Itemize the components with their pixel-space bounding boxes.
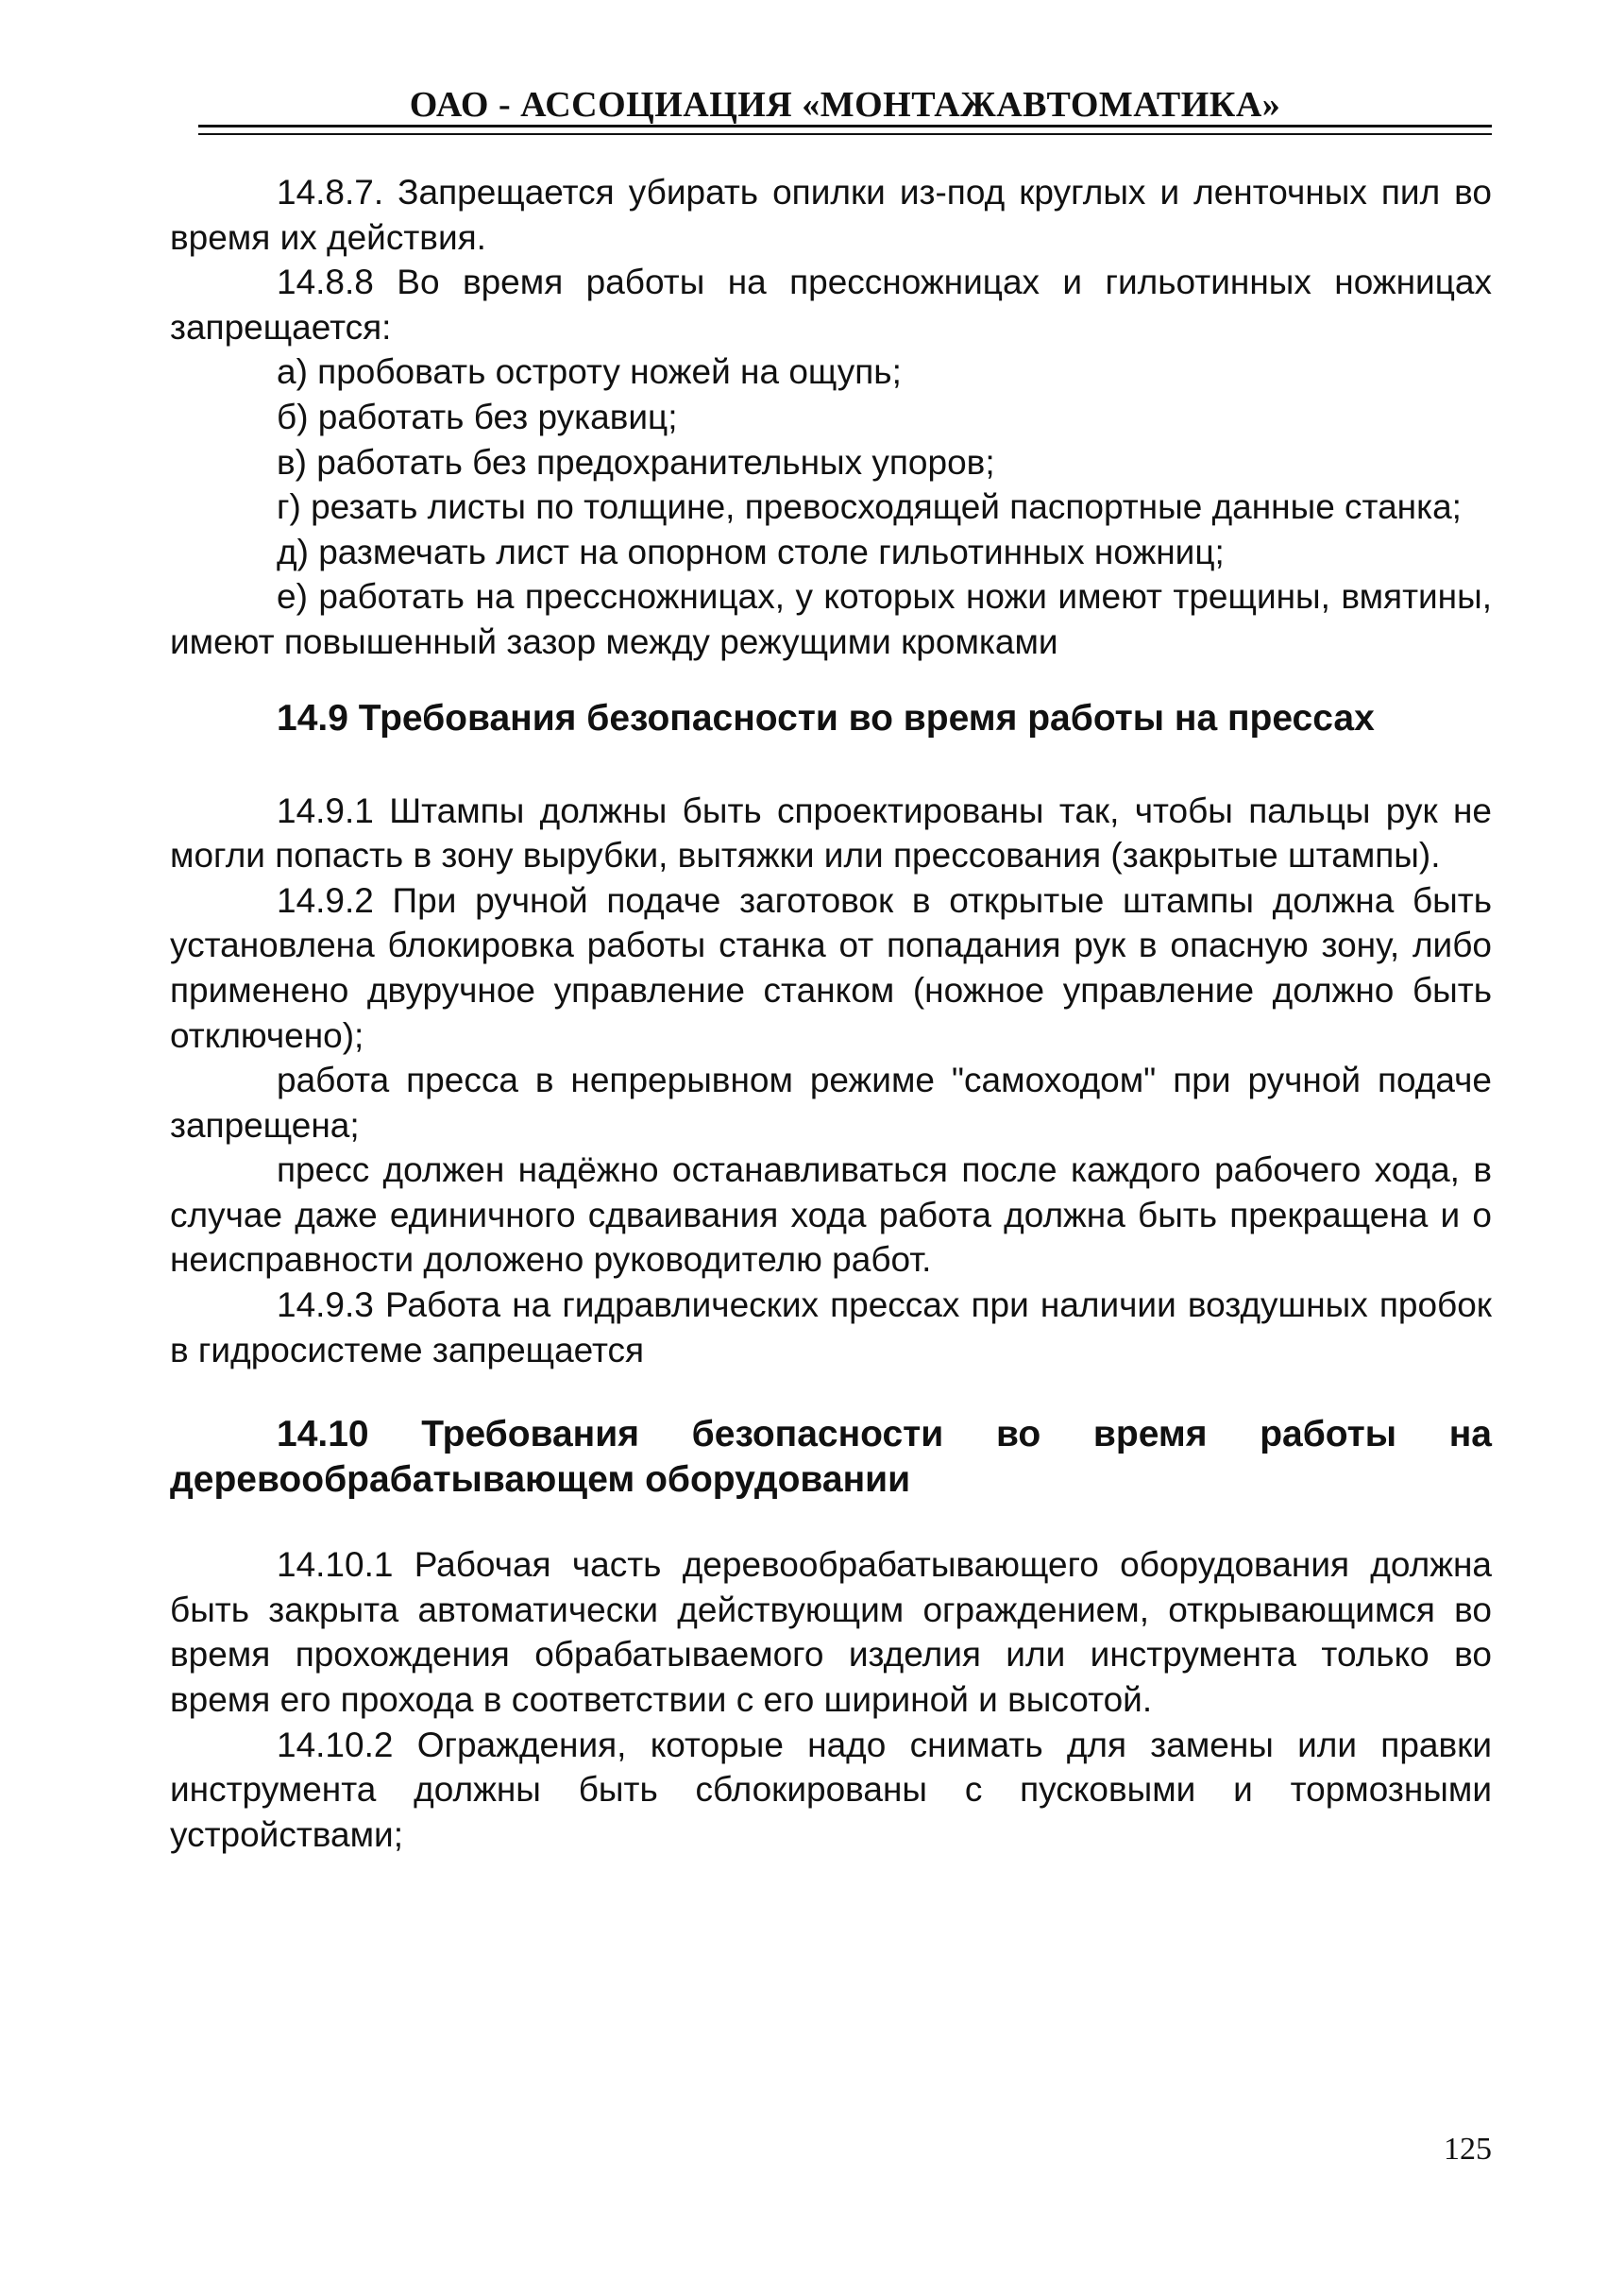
page-number: 125 [1444,2132,1492,2167]
paragraph-14-9-1: 14.9.1 Штампы должны быть спроектированы так, чтобы пальцы рук не могли попасть в зону вырубки, вытяжки или прессования (закрытые штампы). [170,791,1492,876]
list-item-v: в) работать без предохранительных упоров; [277,442,995,482]
header-rule-thick [198,125,1492,128]
paragraph-14-8-8: 14.8.8 Во время работы на прессножницах и гильотинных ножницах запрещается: [170,263,1492,347]
section-heading-14-9: 14.9 Требования безопасности во время работы на прессах [277,697,1375,739]
paragraph-14-10-1: 14.10.1 Рабочая часть деревообрабатывающего оборудования должна быть закрыта автоматически действующим ограждением, открывающимся во время прохождения обрабатываемого изделия или инструмента только во время его прохода в соответствии с его шириной и высотой. [170,1545,1492,1720]
paragraph-press-stop: пресс должен надёжно останавливаться после каждого рабочего хода, в случае даже единичного сдваивания хода работа должна быть прекращена и о неисправности доложено руководителю работ. [170,1150,1492,1280]
paragraph-14-8-7: 14.8.7. Запрещается убирать опилки из-под круглых и ленточных пил во время их действия. [170,173,1492,257]
paragraph-press-continuous-mode: работа пресса в непрерывном режиме "самоходом" при ручной подаче запрещена; [170,1061,1492,1145]
section-heading-14-10: 14.10 Требования безопасности во время работы на деревообрабатывающем оборудовании [170,1414,1492,1501]
paragraph-14-9-2: 14.9.2 При ручной подаче заготовок в открытые штампы должна быть установлена блокировка работы станка от попадания рук в опасную зону, либо применено двуручное управление станком (ножное управление должно быть отключено); [170,880,1492,1055]
paragraph-14-10-2: 14.10.2 Ограждения, которые надо снимать для замены или правки инструмента должны быть сблокированы с пусковыми и тормозными устройствами; [170,1725,1492,1854]
list-item-a: а) пробовать остроту ножей на ощупь; [277,352,902,392]
list-item-d: д) размечать лист на опорном столе гильотинных ножниц; [277,532,1225,571]
list-item-g: г) резать листы по толщине, превосходящей паспортные данные станка; [277,487,1462,527]
page-header: ОАО - АССОЦИАЦИЯ «МОНТАЖАВТОМАТИКА» [409,85,1281,125]
page-body [170,170,1492,1857]
header-rule-thin [198,133,1492,135]
list-item-b: б) работать без рукавиц; [277,397,678,436]
paragraph-14-9-3: 14.9.3 Работа на гидравлических прессах при наличии воздушных пробок в гидросистеме запрещается [170,1285,1492,1369]
list-item-e: е) работать на прессножницах, у которых ножи имеют трещины, вмятины, имеют повышенный зазор между режущими кромками [170,577,1492,661]
